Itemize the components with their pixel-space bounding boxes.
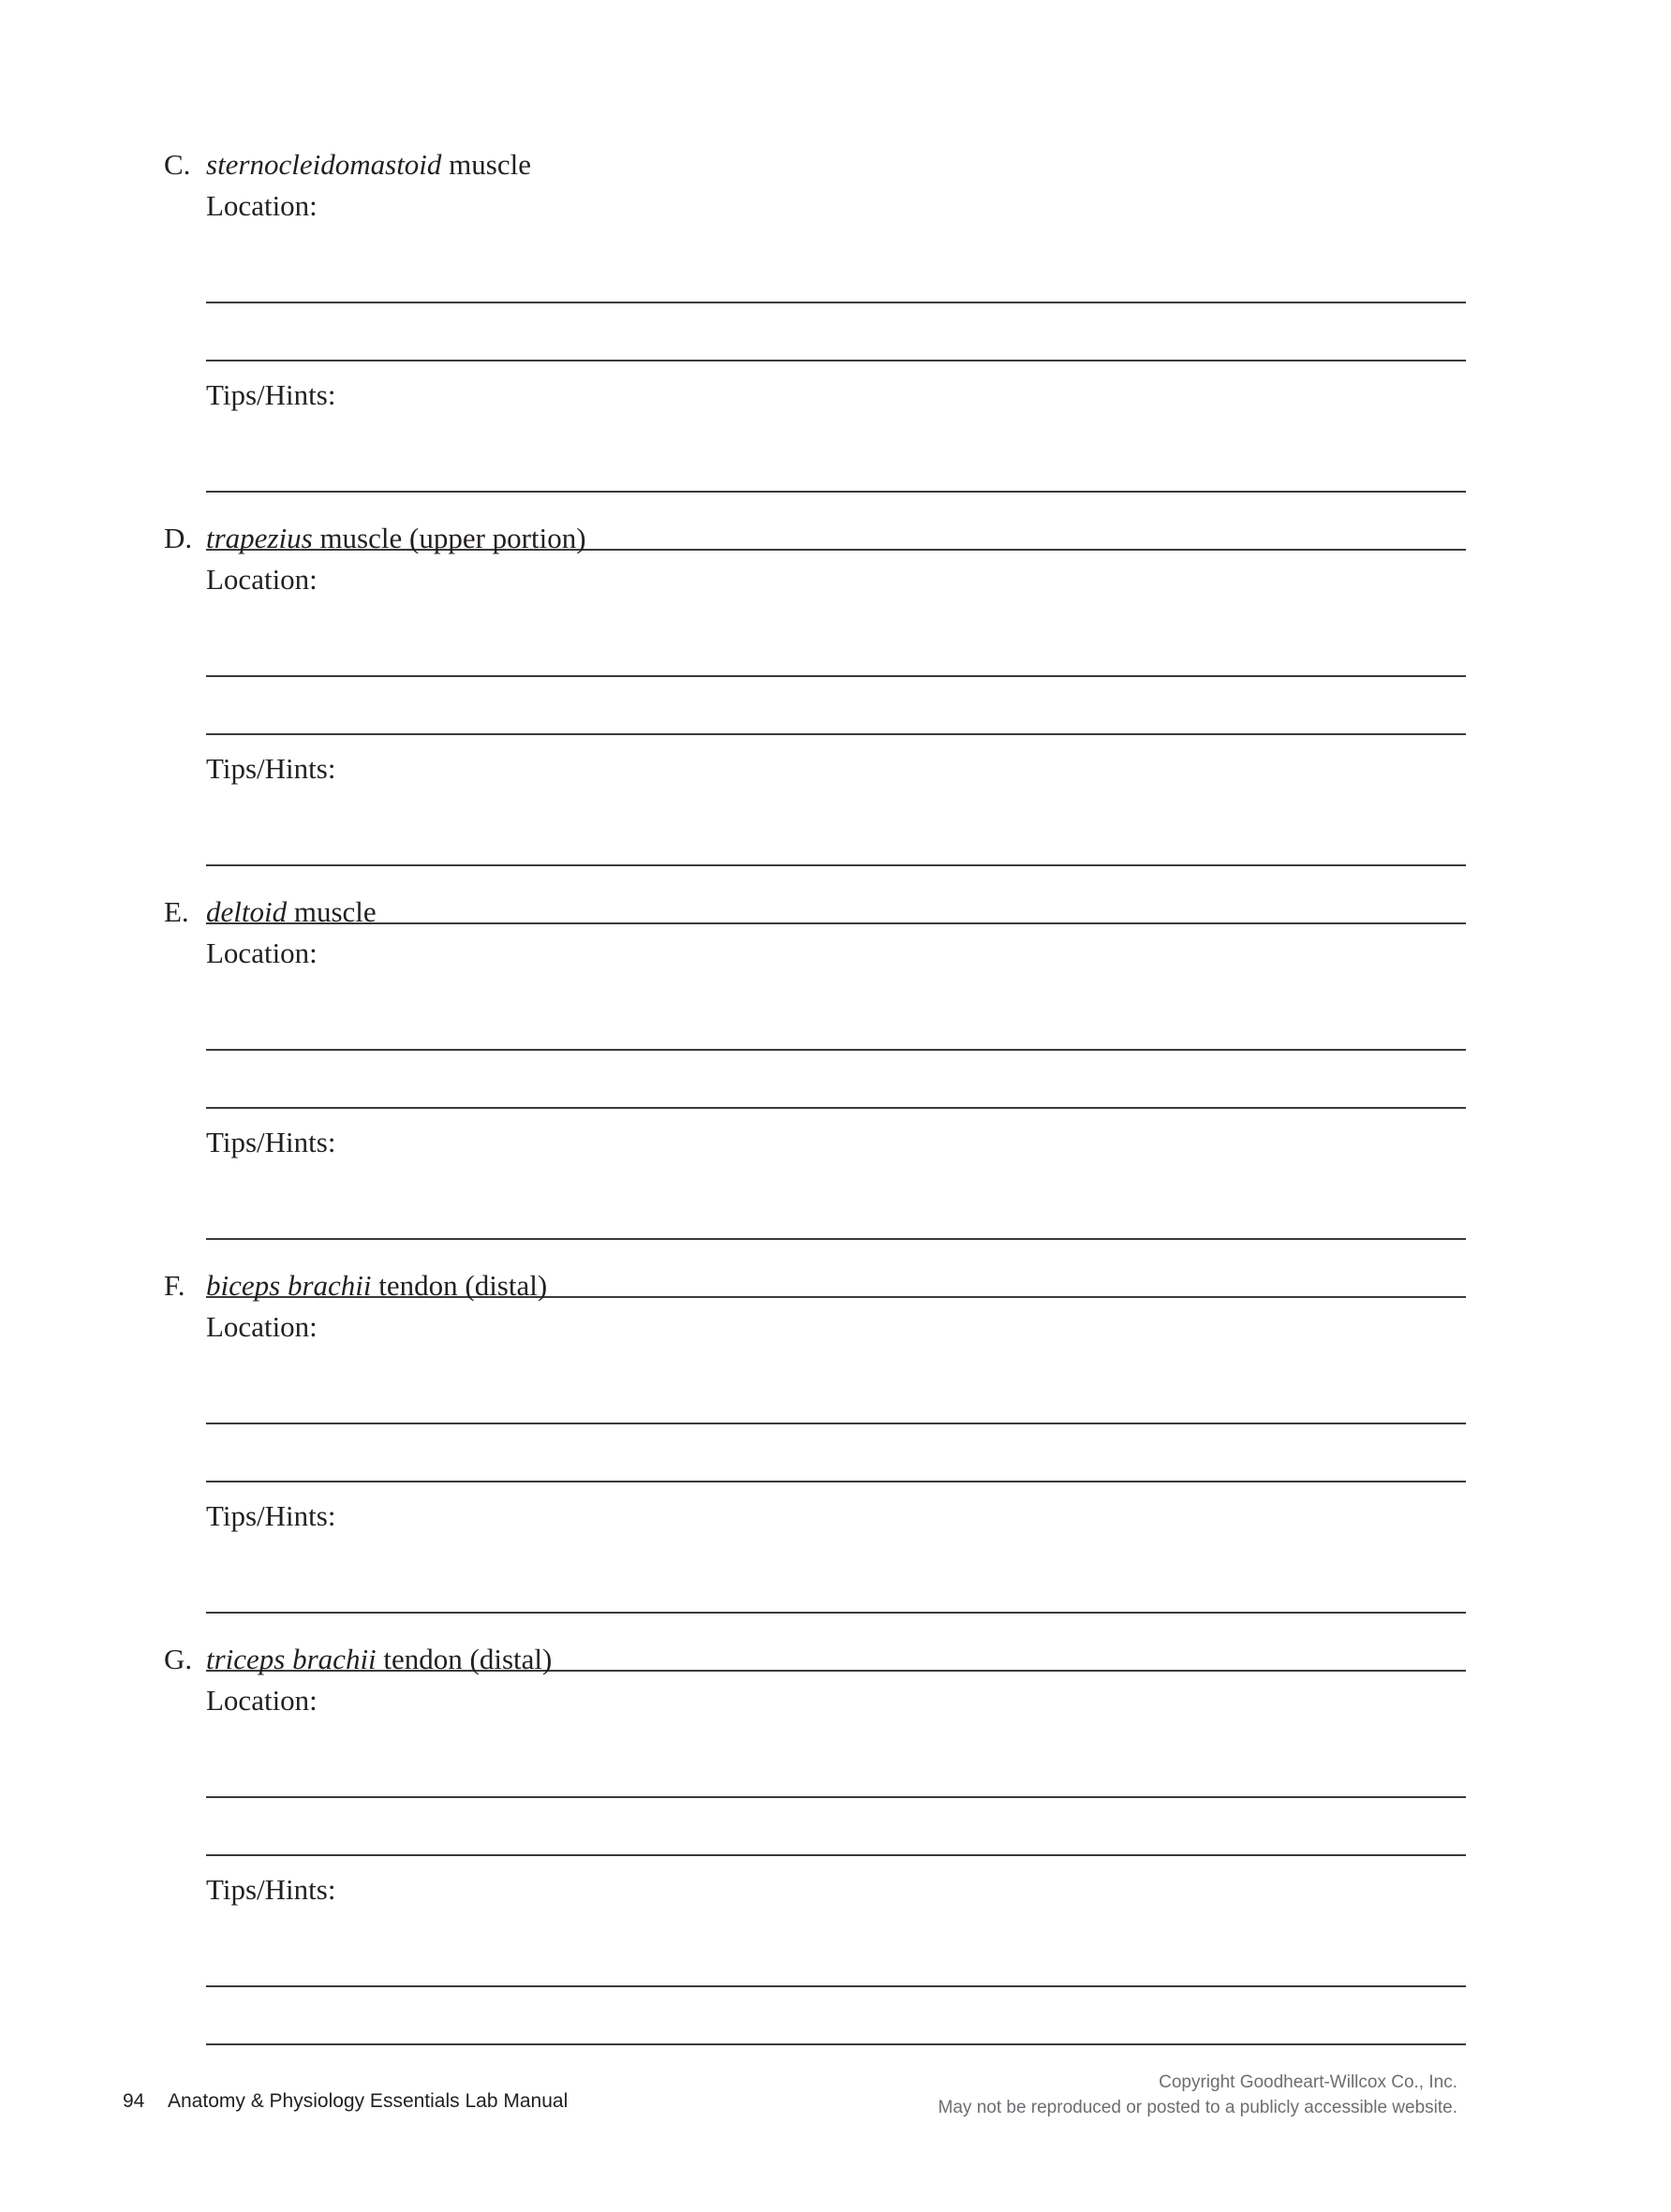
- section-letter: D.: [164, 522, 193, 554]
- section-d: [164, 518, 1466, 924]
- location-answer-lines: [206, 1348, 1466, 1482]
- answer-line[interactable]: [206, 1163, 1466, 1240]
- section-heading: [164, 144, 1466, 185]
- muscle-term: triceps brachii: [206, 1643, 377, 1675]
- heading-rest: muscle: [287, 895, 377, 928]
- heading-rest: muscle: [441, 148, 531, 181]
- answer-line[interactable]: [206, 416, 1466, 493]
- answer-line[interactable]: [206, 600, 1466, 677]
- location-answer-lines: [206, 1721, 1466, 1856]
- section-heading: [164, 1265, 1466, 1306]
- answer-line[interactable]: [206, 974, 1466, 1051]
- answer-line[interactable]: [206, 1537, 1466, 1614]
- answer-line[interactable]: [206, 677, 1466, 735]
- location-answer-lines: [206, 227, 1466, 361]
- location-label: Location:: [206, 563, 318, 596]
- heading-rest: muscle (upper portion): [312, 522, 586, 554]
- answer-line[interactable]: [206, 1051, 1466, 1109]
- answer-line[interactable]: [206, 1987, 1466, 2045]
- copyright-notice: [939, 2070, 1457, 2120]
- section-heading: [164, 892, 1466, 933]
- answer-line[interactable]: [206, 1721, 1466, 1798]
- heading-rest: tendon (distal): [376, 1643, 553, 1675]
- tips-label: Tips/Hints:: [206, 378, 336, 411]
- section-heading: [164, 518, 1466, 559]
- section-heading: [164, 1639, 1466, 1680]
- section-letter: G.: [164, 1643, 193, 1675]
- location-label: Location:: [206, 189, 318, 222]
- tips-label: Tips/Hints:: [206, 1873, 336, 1906]
- page-footer: [123, 2090, 568, 2113]
- location-label: Location:: [206, 936, 318, 969]
- heading-rest: tendon (distal): [371, 1269, 548, 1302]
- answer-line[interactable]: [206, 227, 1466, 303]
- location-label: Location:: [206, 1310, 318, 1343]
- section-g: [164, 1639, 1466, 2045]
- section-letter: E.: [164, 895, 189, 928]
- book-title: Anatomy & Physiology Essentials Lab Manual: [168, 2090, 569, 2112]
- answer-line[interactable]: [206, 1798, 1466, 1856]
- muscle-term: trapezius: [206, 522, 313, 554]
- location-answer-lines: [206, 974, 1466, 1109]
- answer-line[interactable]: [206, 1910, 1466, 1987]
- section-e: [164, 892, 1466, 1298]
- tips-label: Tips/Hints:: [206, 1126, 336, 1158]
- location-label: Location:: [206, 1684, 318, 1717]
- section-letter: C.: [164, 148, 191, 181]
- reproduction-notice: May not be reproduced or posted to a publicly accessible website.: [938, 2098, 1457, 2117]
- muscle-term: sternocleidomastoid: [206, 148, 442, 181]
- section-letter: F.: [164, 1269, 185, 1302]
- answer-line[interactable]: [206, 1348, 1466, 1424]
- answer-line[interactable]: [206, 789, 1466, 866]
- section-c: [164, 144, 1466, 551]
- muscle-term: deltoid: [206, 895, 288, 928]
- location-answer-lines: [206, 600, 1466, 735]
- section-f: [164, 1265, 1466, 1672]
- tips-answer-lines: [206, 1910, 1466, 2045]
- tips-label: Tips/Hints:: [206, 752, 336, 785]
- answer-line[interactable]: [206, 303, 1466, 361]
- answer-line[interactable]: [206, 1424, 1466, 1482]
- tips-label: Tips/Hints:: [206, 1499, 336, 1532]
- page-number: 94: [123, 2090, 145, 2112]
- copyright-line: Copyright Goodheart-Willcox Co., Inc.: [1159, 2072, 1457, 2092]
- muscle-term: biceps brachii: [206, 1269, 372, 1302]
